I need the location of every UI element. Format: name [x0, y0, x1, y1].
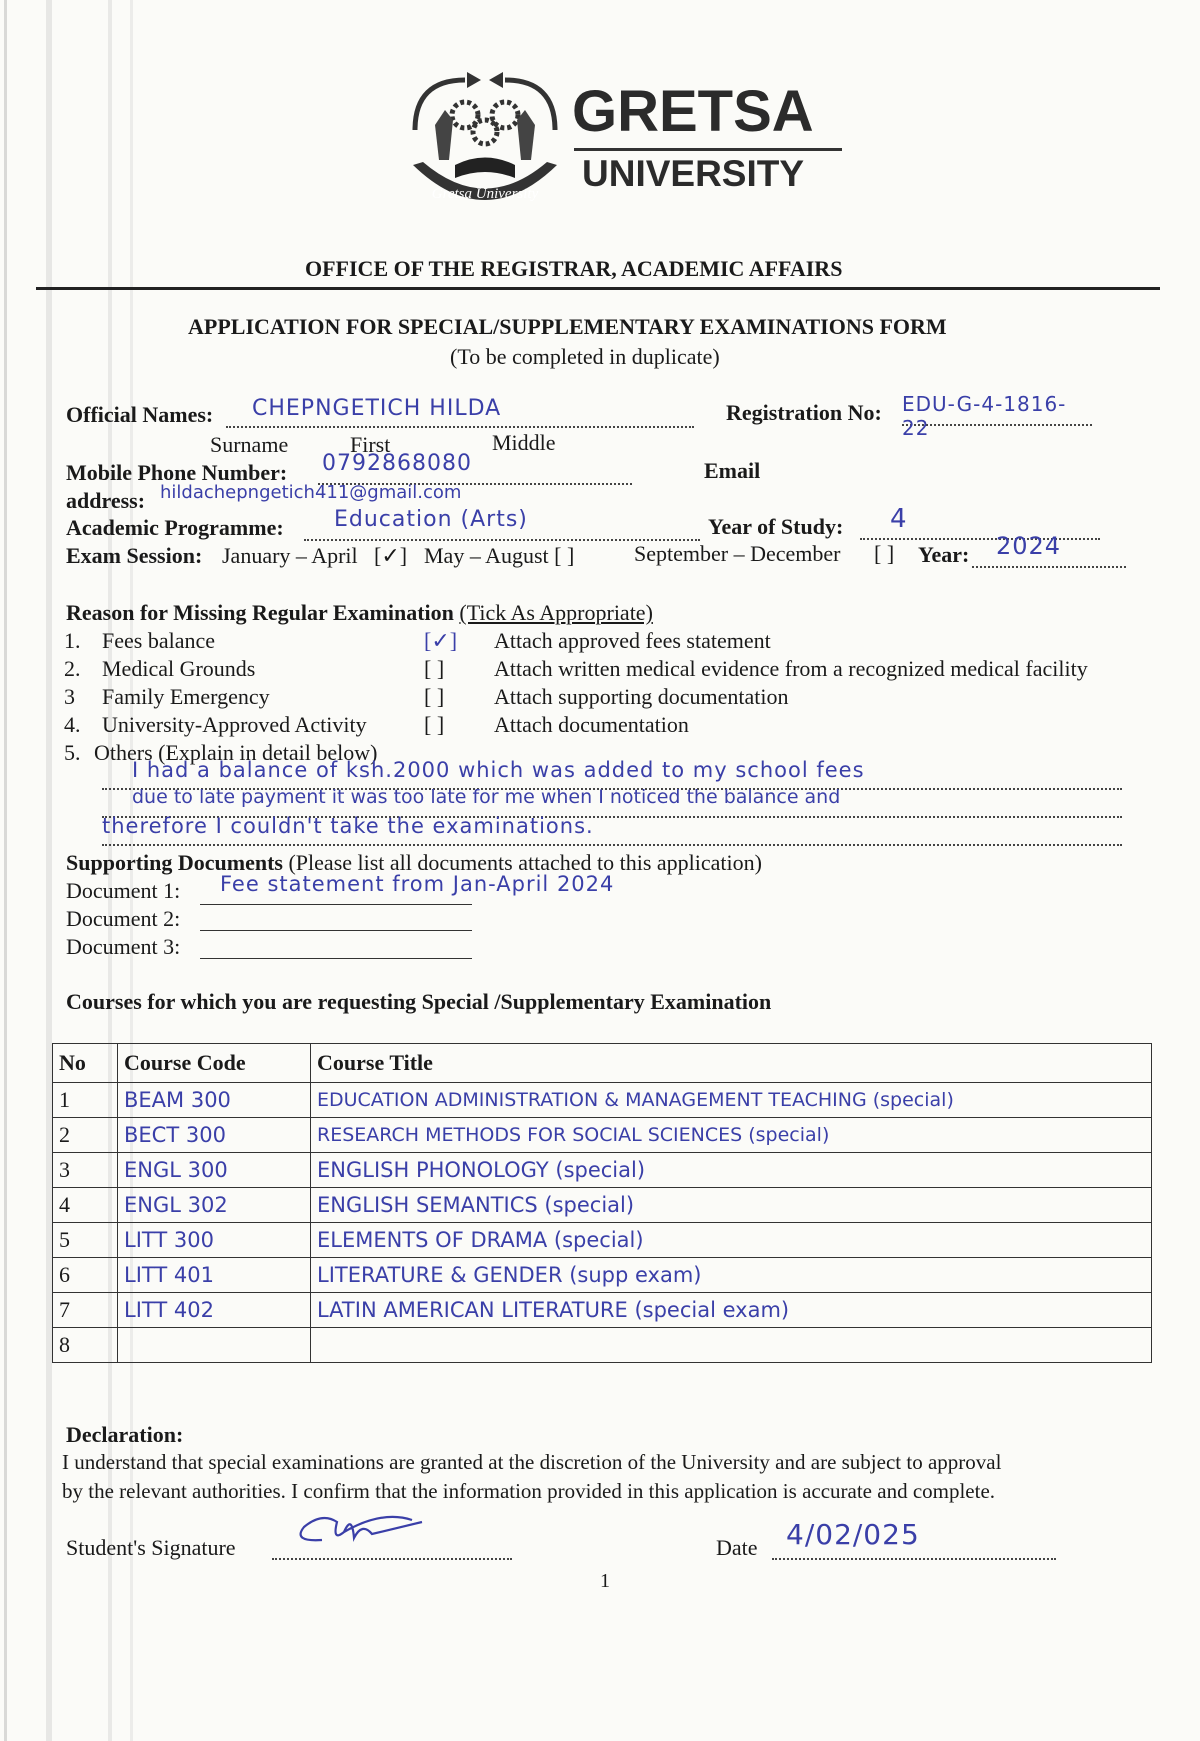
date-label: Date [716, 1535, 758, 1560]
cell-code[interactable]: ENGL 300 [118, 1153, 311, 1188]
date-value: 4/02/025 [786, 1518, 920, 1551]
cell-title[interactable]: LATIN AMERICAN LITERATURE (special exam) [311, 1293, 1152, 1328]
session-may-aug[interactable]: May – August [ ] [424, 543, 575, 568]
reason-row-4[interactable] [64, 712, 1164, 740]
cell-no: 3 [53, 1153, 118, 1188]
reason-row-3[interactable] [64, 684, 1164, 712]
documents-heading-note: (Please list all documents attached to this application) [288, 850, 762, 875]
cell-no: 4 [53, 1188, 118, 1223]
reason-checkbox[interactable]: [ ] [424, 712, 445, 737]
registration-field[interactable] [902, 392, 1092, 440]
reason-label: Family Emergency [102, 684, 270, 709]
registration-value: EDU-G-4-1816-22 [902, 392, 1067, 440]
declaration-line-2: by the relevant authorities. I confirm that the information provided in this application is accurate and complete. [62, 1479, 996, 1503]
university-subname: UNIVERSITY [582, 153, 805, 194]
year-study-label: Year of Study: [708, 514, 844, 539]
cell-code[interactable]: BECT 300 [118, 1118, 311, 1153]
reason-attach: Attach approved fees statement [494, 628, 771, 653]
official-names-field[interactable] [226, 396, 694, 428]
programme-field[interactable] [304, 507, 700, 541]
table-row[interactable] [53, 1258, 1152, 1293]
declaration-heading: Declaration: [66, 1422, 184, 1447]
document-3-label: Document 3: [66, 934, 181, 959]
table-row[interactable] [53, 1328, 1152, 1363]
session-sep-dec: September – December [634, 541, 841, 566]
reason-checkbox[interactable]: [ ] [424, 684, 445, 709]
document-1-field[interactable] [200, 872, 615, 905]
table-row[interactable] [53, 1188, 1152, 1223]
cell-no: 7 [53, 1293, 118, 1328]
signature-field[interactable] [272, 1532, 512, 1560]
cell-no: 6 [53, 1258, 118, 1293]
explanation-text: therefore I couldn't take the examinations. [102, 814, 594, 838]
cell-title[interactable]: EDUCATION ADMINISTRATION & MANAGEMENT TEACHING (special) [311, 1083, 1152, 1118]
table-row[interactable] [53, 1293, 1152, 1328]
year-field[interactable] [972, 532, 1126, 568]
reason-row-2[interactable] [64, 656, 1164, 684]
reasons-heading-text: Reason for Missing Regular Examination [66, 600, 454, 625]
reason-others-label: Others (Explain in detail below) [94, 740, 378, 765]
name-part-surname: Surname [210, 432, 289, 457]
cell-no: 5 [53, 1223, 118, 1258]
reason-num: 3 [64, 684, 75, 709]
cell-title[interactable]: ENGLISH SEMANTICS (special) [311, 1188, 1152, 1223]
cell-code[interactable]: LITT 402 [118, 1293, 311, 1328]
cell-title[interactable]: ENGLISH PHONOLOGY (special) [311, 1153, 1152, 1188]
signature-label: Student's Signature [66, 1535, 236, 1560]
column-header-title: Course Title [311, 1044, 1152, 1083]
name-part-first: First [350, 432, 391, 457]
reason-label: Fees balance [102, 628, 215, 653]
reason-label: University-Approved Activity [102, 712, 367, 737]
table-row[interactable] [53, 1153, 1152, 1188]
explanation-line-3[interactable] [102, 816, 1122, 846]
page-number: 1 [600, 1570, 610, 1592]
year-study-field[interactable] [860, 504, 1100, 540]
reason-num: 1. [64, 628, 81, 653]
table-row[interactable] [53, 1083, 1152, 1118]
address-value: hildachepngetich411@gmail.com [160, 482, 462, 503]
year-value: 2024 [996, 532, 1062, 560]
document-1-value: Fee statement from Jan-April 2024 [220, 872, 615, 896]
registration-label: Registration No: [726, 400, 882, 425]
university-logo [395, 70, 575, 220]
email-label: Email [704, 458, 761, 483]
mobile-value: 0792868080 [322, 451, 472, 476]
cell-code[interactable]: LITT 300 [118, 1223, 311, 1258]
column-header-code: Course Code [118, 1044, 311, 1083]
reason-checkbox[interactable]: [✓] [424, 628, 458, 653]
name-part-middle: Middle [492, 430, 556, 455]
cell-title[interactable]: ELEMENTS OF DRAMA (special) [311, 1223, 1152, 1258]
form-subtitle: (To be completed in duplicate) [450, 344, 720, 369]
form-title: APPLICATION FOR SPECIAL/SUPPLEMENTARY EXAMINATIONS FORM [188, 314, 947, 339]
reason-attach: Attach supporting documentation [494, 684, 789, 709]
cell-title[interactable] [311, 1328, 1152, 1363]
programme-label: Academic Programme: [66, 515, 284, 540]
session-jan-apr-checkbox[interactable]: [✓] [374, 543, 408, 568]
session-jan-apr: January – April [222, 543, 358, 568]
reason-num: 4. [64, 712, 81, 737]
cell-code[interactable]: ENGL 302 [118, 1188, 311, 1223]
column-header-no: No [53, 1044, 118, 1083]
reason-num: 2. [64, 656, 81, 681]
programme-value: Education (Arts) [334, 507, 528, 532]
document-2-field[interactable] [200, 906, 472, 931]
reason-label: Medical Grounds [102, 656, 256, 681]
seal-text: Gretsa University [431, 186, 539, 202]
exam-session-label: Exam Session: [66, 543, 203, 568]
mobile-label: Mobile Phone Number: [66, 460, 288, 485]
university-name: GRETSA [572, 79, 814, 144]
address-label: address: [66, 488, 146, 513]
reason-attach: Attach written medical evidence from a recognized medical facility [494, 656, 1088, 681]
explanation-text: I had a balance of ksh.2000 which was added to my school fees [132, 758, 865, 782]
year-label: Year: [918, 542, 970, 567]
documents-heading-text: Supporting Documents [66, 850, 283, 875]
header-rule [36, 287, 1160, 290]
reason-attach: Attach documentation [494, 712, 689, 737]
year-study-value: 4 [890, 504, 908, 534]
cell-no: 8 [53, 1328, 118, 1363]
table-row[interactable] [53, 1118, 1152, 1153]
address-field[interactable] [156, 482, 556, 508]
document-1-label: Document 1: [66, 878, 181, 903]
reason-checkbox[interactable]: [ ] [424, 656, 445, 681]
courses-table [52, 1043, 1152, 1363]
cell-title[interactable]: LITERATURE & GENDER (supp exam) [311, 1258, 1152, 1293]
date-field[interactable] [772, 1518, 1056, 1560]
mobile-field[interactable] [318, 451, 632, 485]
cell-no: 1 [53, 1083, 118, 1118]
cell-code[interactable]: LITT 401 [118, 1258, 311, 1293]
declaration-line-1: I understand that special examinations are granted at the discretion of the University and are subject to approval [62, 1450, 1002, 1474]
scan-edge-line [46, 0, 52, 1741]
explanation-text: due to late payment it was too late for me when I noticed the balance and [132, 786, 841, 808]
official-names-label: Official Names: [66, 402, 214, 427]
scan-edge-line [4, 0, 7, 1741]
document-3-field[interactable] [200, 934, 472, 959]
university-name-divider [574, 148, 842, 151]
office-heading: OFFICE OF THE REGISTRAR, ACADEMIC AFFAIRS [305, 256, 843, 281]
reasons-heading [66, 600, 653, 626]
reasons-heading-note: (Tick As Appropriate) [459, 600, 653, 625]
document-2-label: Document 2: [66, 906, 181, 931]
cell-code[interactable]: BEAM 300 [118, 1083, 311, 1118]
session-sep-dec-checkbox[interactable]: [ ] [874, 541, 895, 566]
official-names-value: CHEPNGETICH HILDA [252, 396, 502, 421]
signature-mark [282, 1502, 442, 1552]
cell-no: 2 [53, 1118, 118, 1153]
table-header-row [53, 1044, 1152, 1083]
reason-row-1[interactable] [64, 628, 1164, 656]
table-row[interactable] [53, 1223, 1152, 1258]
cell-code[interactable] [118, 1328, 311, 1363]
reason-num: 5. [64, 740, 81, 765]
courses-heading: Courses for which you are requesting Special /Supplementary Examination [66, 989, 772, 1014]
cell-title[interactable]: RESEARCH METHODS FOR SOCIAL SCIENCES (special) [311, 1118, 1152, 1153]
